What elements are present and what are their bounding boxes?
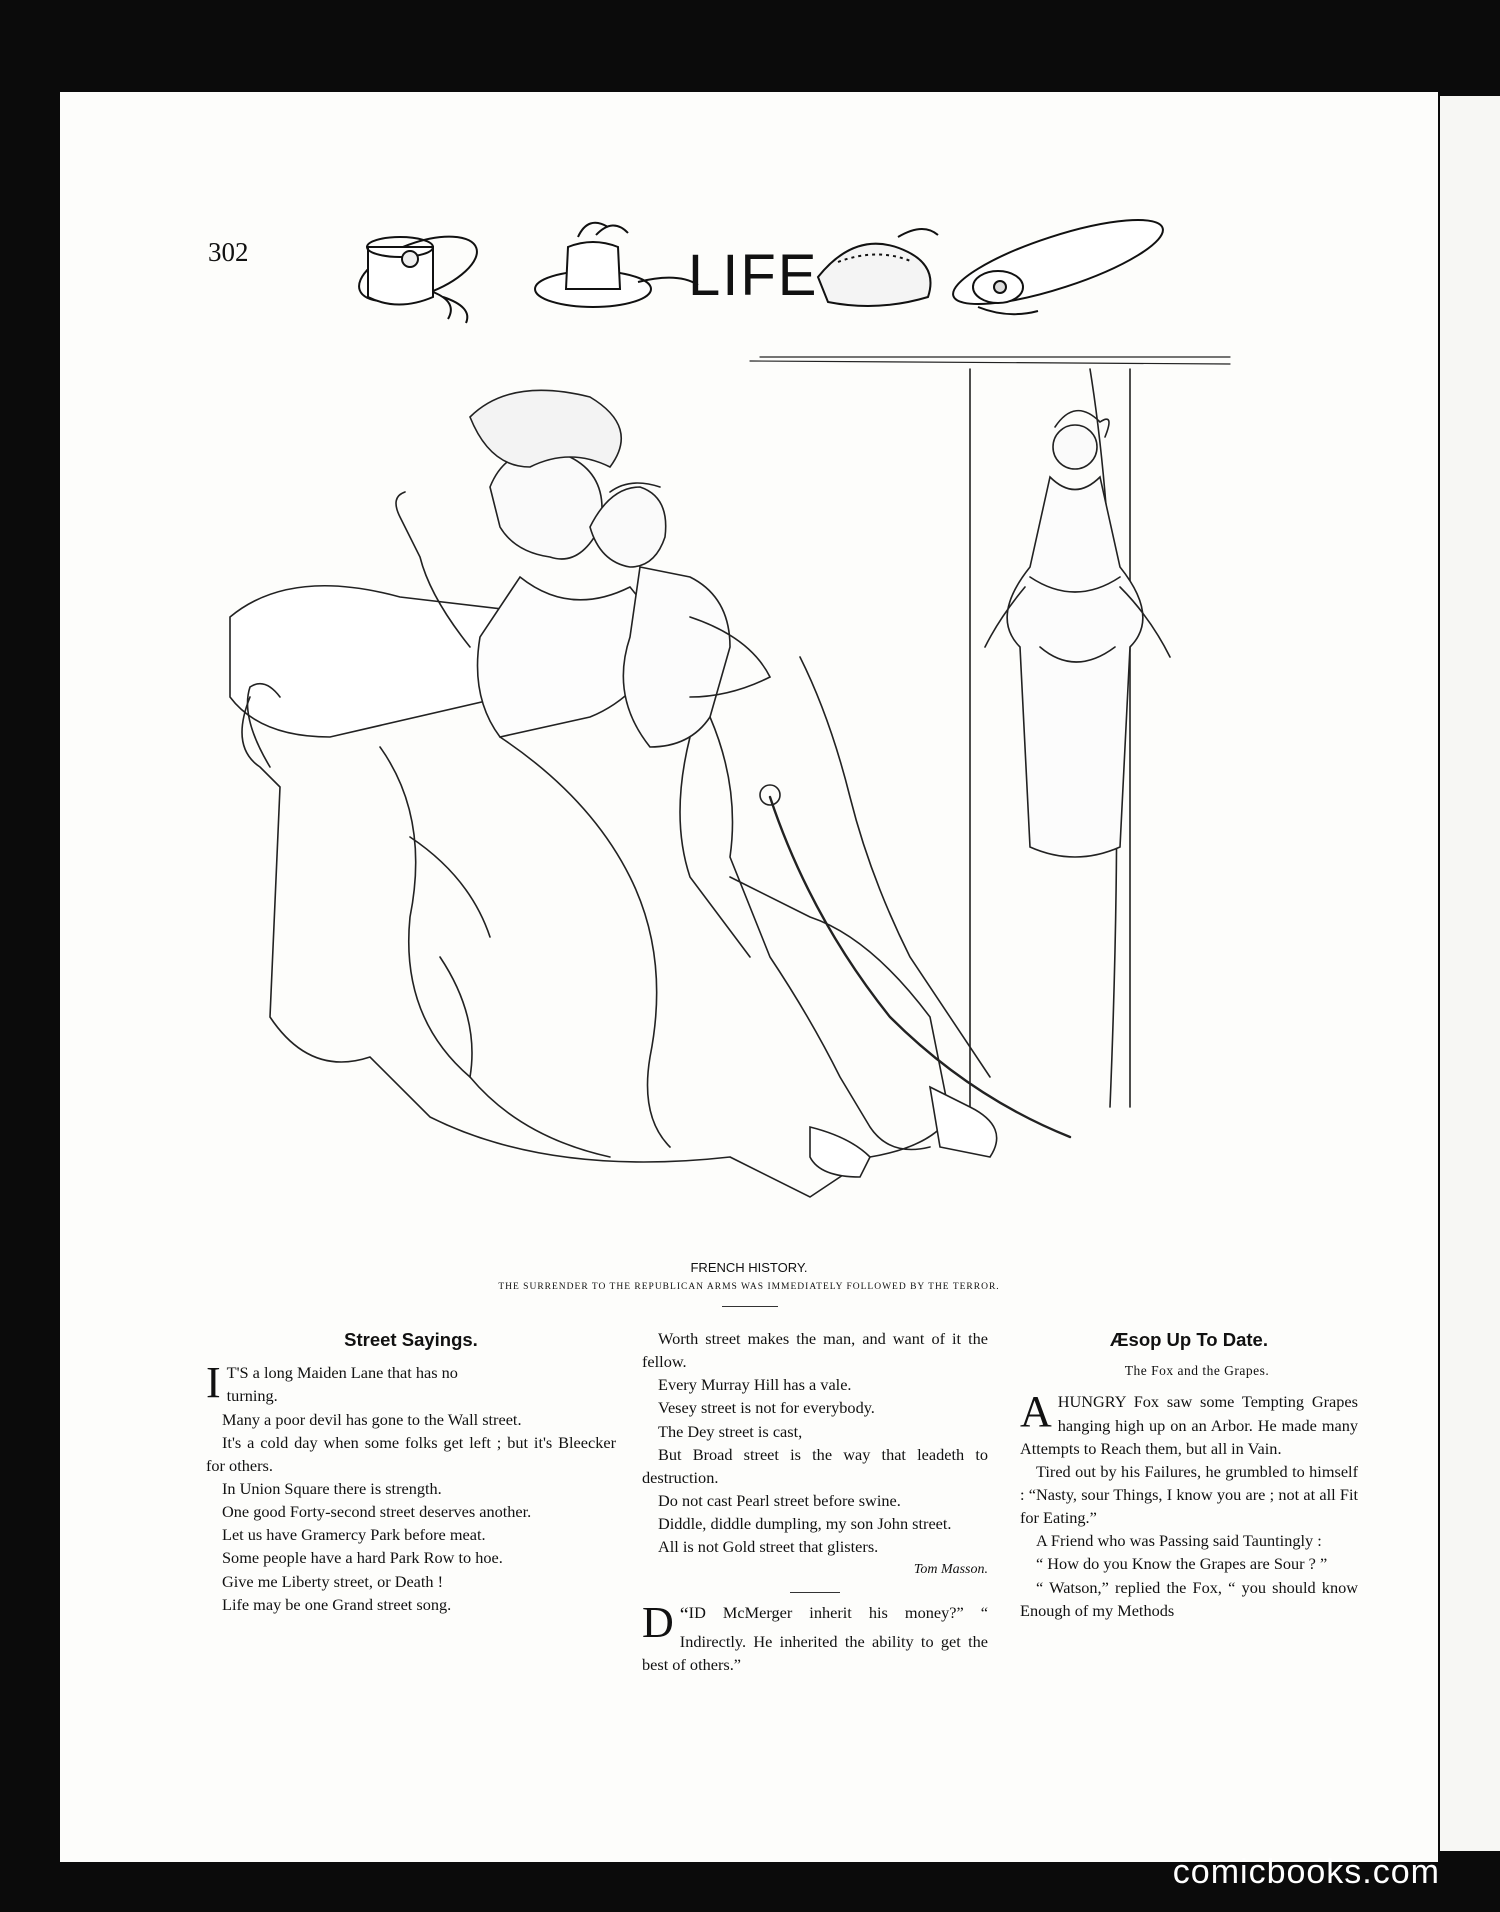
saying-line: Every Murray Hill has a vale.	[658, 1375, 852, 1395]
saying-line: But Broad street is the way that leadeth to destruction.	[642, 1444, 988, 1487]
saying-line: Life may be one Grand street song.	[222, 1594, 452, 1614]
aesop-subtitle: The Fox and the Grapes.	[1124, 1363, 1270, 1379]
section-divider	[790, 1592, 840, 1593]
saying-line: The Dey street is cast,	[658, 1421, 803, 1441]
aesop-paragraph: “ Watson,” replied the Fox, “ you should know Enough of my Methods	[1020, 1577, 1358, 1620]
column-aesop	[1020, 1327, 1358, 1622]
saying-line: Let us have Gramercy Park before meat.	[222, 1525, 486, 1545]
masthead-title: LIFE	[688, 243, 819, 308]
saying-line: Worth street makes the man, and want of it the fellow.	[642, 1329, 988, 1372]
drop-cap: A	[1020, 1387, 1052, 1437]
aesop-lead-text: HUNGRY Fox saw some Tempting Grapes hanging high up on an Arbor. He made many Attempts to Reach them, but all in Vain.	[1020, 1392, 1358, 1458]
saying-line: Some people have a hard Park Row to hoe.	[222, 1548, 503, 1568]
aesop-lead	[1020, 1387, 1358, 1459]
street-sayings-lead-hang: turning.	[226, 1386, 278, 1406]
column-street-sayings	[206, 1327, 616, 1616]
open-quote: “	[679, 1604, 689, 1627]
saying-line: Diddle, diddle dumpling, my son John street.	[658, 1514, 952, 1534]
street-sayings-lead-text: T'S a long Maiden Lane that has no	[226, 1363, 458, 1383]
mcmerger-joke	[642, 1598, 988, 1676]
saying-line: Give me Liberty street, or Death !	[222, 1571, 444, 1591]
page-number: 302	[208, 237, 249, 267]
aesop-title: Æsop Up To Date.	[1110, 1329, 1268, 1350]
saying-line: Vesey street is not for everybody.	[658, 1398, 875, 1418]
watermark: comicbooks.com	[1172, 1853, 1440, 1891]
french-history-illustration	[170, 317, 1410, 1247]
street-sayings-title: Street Sayings.	[344, 1329, 478, 1350]
drop-cap: D	[642, 1598, 674, 1648]
author-signature: Tom Masson.	[913, 1562, 988, 1578]
saying-line: In Union Square there is strength.	[222, 1478, 442, 1498]
saying-line: It's a cold day when some folks get left ; but it's Bleecker for others.	[206, 1432, 616, 1475]
magazine-page	[60, 92, 1438, 1862]
aesop-paragraph: A Friend who was Passing said Tauntingly :	[1036, 1531, 1322, 1551]
mcmerger-question: ID McMerger inherit his money?”	[688, 1603, 964, 1623]
street-sayings-lead	[206, 1358, 616, 1408]
illustration-caption-title: FRENCH HISTORY.	[690, 1260, 808, 1275]
saying-line: All is not Gold street that glisters.	[658, 1537, 879, 1557]
column-middle	[642, 1327, 988, 1676]
saying-line: Many a poor devil has gone to the Wall street.	[222, 1409, 522, 1429]
drop-cap: I	[206, 1358, 221, 1408]
illustration-caption-subtitle: THE SURRENDER TO THE REPUBLICAN ARMS WAS IMMEDIATELY FOLLOWED BY THE TERROR.	[498, 1282, 1000, 1292]
adjacent-page-edge	[1440, 96, 1500, 1851]
saying-line: Do not cast Pearl street before swine.	[658, 1490, 901, 1510]
aesop-paragraph: “ How do you Know the Grapes are Sour ? ”	[1036, 1554, 1328, 1574]
caption-divider	[722, 1306, 778, 1307]
mcmerger-reply: “ Indirectly. He inherited the ability to get the best of others.”	[642, 1603, 988, 1674]
saying-line: One good Forty-second street deserves another.	[222, 1502, 532, 1522]
aesop-paragraph: Tired out by his Failures, he grumbled to himself : “Nasty, sour Things, I know you are ; not at all Fit for Eating.”	[1020, 1461, 1358, 1528]
